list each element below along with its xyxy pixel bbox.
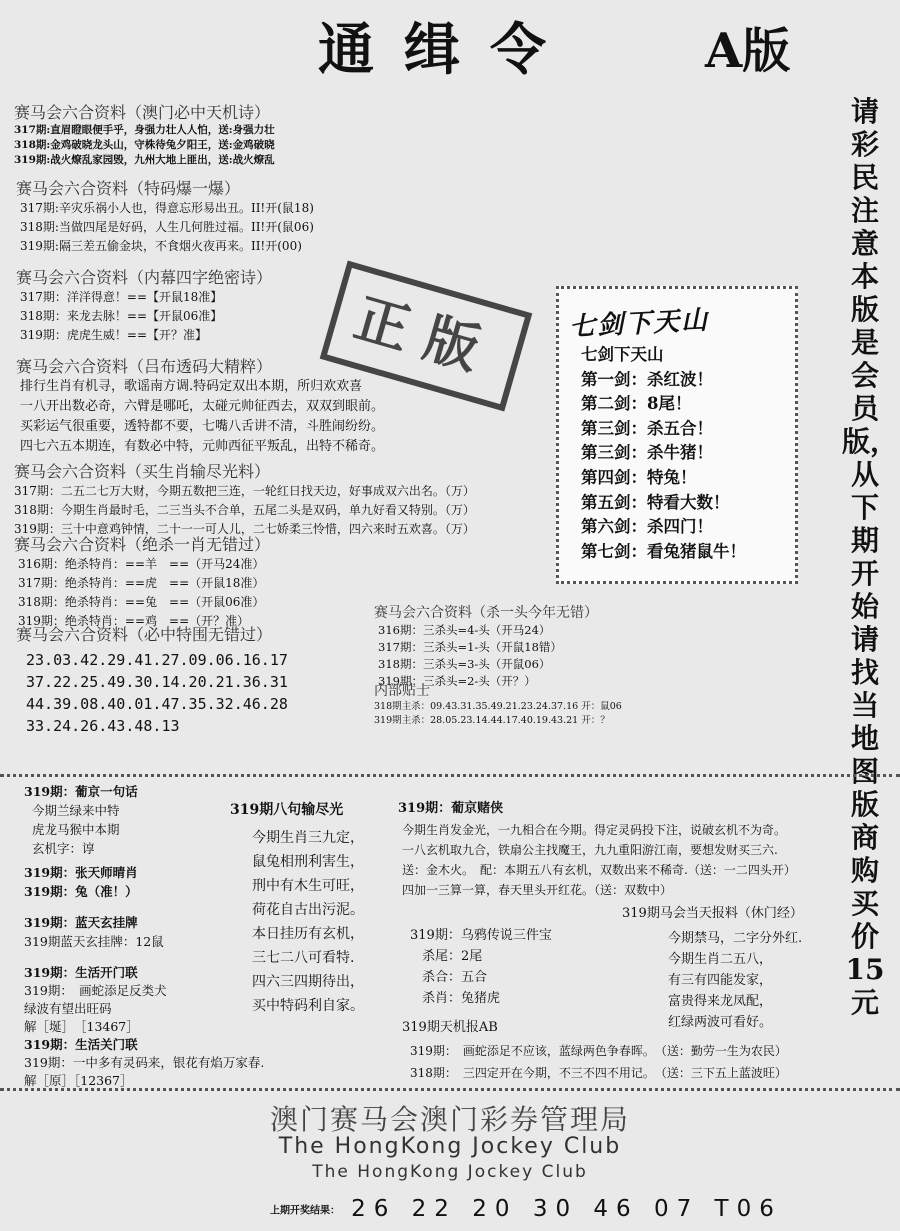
list-item: 一八玄机取九合，铁扇公主找魔王，九九重阳游江南，要想发财买三六.	[402, 843, 778, 857]
list-item: 319期蓝天玄挂牌：12鼠	[24, 934, 164, 949]
list-item: 四加一三算一算，春天里头开红花。（送：双数中）	[402, 883, 673, 897]
page-title: 通缉令	[318, 17, 576, 83]
list-item: 四七六五本期连，有数必中特，元帅西征平叛乱，出特不稀奇。	[20, 439, 385, 454]
number-row: 33.24.26.43.48.13	[26, 717, 180, 735]
list-item: 第四剑：特兔！	[581, 467, 697, 487]
list-item: 三七二八可看特.	[252, 950, 355, 966]
result-value: 26 22 20 30 46 07 T06	[351, 1196, 782, 1222]
list-item: 杀合：五合	[422, 970, 488, 985]
list-item: 今期兰绿来中特	[32, 803, 120, 818]
list-item: 319期：虎虎生威！==【开？准】	[20, 328, 208, 342]
section-title: 319期：张天师晴肖	[24, 865, 138, 880]
section-number-pool	[16, 622, 288, 737]
list-item: 317期：绝杀特肖：==虎 ==（开鼠18准）	[18, 576, 265, 590]
number-row: 37.22.25.49.30.14.20.21.36.31	[26, 673, 288, 691]
list-item: 四六三四期待出，	[252, 974, 364, 990]
section-insider-tips	[374, 680, 622, 728]
last-draw-result	[270, 1196, 782, 1222]
list-item: 解［埏］ ［13467］	[24, 1019, 139, 1034]
list-item: 317期:辛灾乐祸小人也，得意忘形易出丑。II!开(鼠18)	[20, 201, 314, 215]
list-item: 318期:当做四尾是好码，人生几何胜过福。II!开(鼠06)	[20, 220, 314, 234]
section-title: 319期：乌鸦传说三件宝	[410, 928, 552, 943]
box-header: 七剑下天山	[568, 305, 710, 343]
list-item: 第一剑：杀红波！	[581, 369, 713, 389]
list-item: 解［原］［12367］	[24, 1073, 133, 1088]
list-item: 绿波有望出旺码	[24, 1001, 112, 1016]
list-item: 317期:直眉瞪眼便手乎，身强力壮人人怕，送:身强力壮	[14, 124, 275, 136]
section-oracle-ab	[402, 1018, 787, 1084]
section-lubu	[16, 354, 384, 457]
list-item: 富贵得来龙凤配，	[668, 994, 773, 1009]
section-lisboa-sentence	[24, 782, 264, 1090]
list-item: 318期：三杀头=3-头（开鼠06）	[378, 657, 551, 671]
list-item: 319期:战火燎乱家园毁，九州大地上匪出，送:战火燎乱	[14, 154, 275, 166]
list-item: 317期：洋洋得意！==【开鼠18准】	[20, 290, 223, 304]
list-item: 杀肖：兔猪虎	[422, 991, 501, 1006]
list-item: 319期主杀：28.05.23.14.44.17.40.19.43.21 开：？	[374, 715, 610, 726]
list-item: 今期禁马，二字分外红.	[668, 931, 803, 946]
list-item: 第六剑：杀四门！	[581, 517, 713, 537]
list-item: 317期：二五二七万大财，今期五数把三连，一轮红日找天边，好事成双六出名。（万）	[14, 484, 475, 498]
member-notice: 请彩民注意本版是会员版，从下期开始请找当地图版商购买价15元	[842, 95, 899, 1019]
list-item: 第七剑：看兔猪鼠牛！	[581, 541, 746, 561]
section-daily-report	[622, 904, 803, 1033]
list-item: 319期：三十中意鸡钟情，二十一一可人儿，二七娇柔三怜惜，四六来时五欢喜。（万）	[14, 522, 475, 536]
list-item: 318期：今期生肖最时毛，二三当头不合单，五尾二头是双码，单九好看又特别。（万）	[14, 503, 475, 517]
section-title: 赛马会六合资料（澳门必中天机诗）	[14, 103, 271, 122]
list-item: 318期:金鸡破晓龙头山，守株待兔夕阳王，送:金鸡破晓	[14, 139, 275, 151]
list-item: 319期:隔三差五偷金块，不食烟火夜再来。II!开(00)	[20, 239, 302, 253]
organization-name-cn: 澳门赛马会澳门彩券管理局	[269, 1103, 630, 1136]
organization-name-en-secondary: The HongKong Jockey Club	[312, 1162, 588, 1182]
list-item: 买中特码利自家。	[252, 998, 364, 1014]
section-title: 319期：葡京赌侠	[398, 801, 504, 816]
list-item: 有三有四能发家，	[668, 973, 773, 988]
list-item: 虎龙马猴中本期	[32, 822, 120, 837]
section-title: 319期马会当天报料（休门经）	[622, 906, 803, 921]
section-title: 319期：葡京一句话	[24, 784, 138, 799]
section-title: 赛马会六合资料（绝杀一肖无错过）	[14, 535, 271, 554]
section-title: 赛马会六合资料（吕布透码大精粹）	[16, 357, 273, 376]
list-item: 七剑下天山	[581, 345, 664, 364]
seven-swords-box	[556, 286, 798, 584]
organization-name-en: The HongKong Jockey Club	[278, 1134, 622, 1159]
section-kill-zodiac	[14, 532, 270, 631]
section-title: 319期：生活关门联	[24, 1037, 138, 1052]
section-title: 319期：蓝天玄挂牌	[24, 915, 138, 930]
section-crow-legend	[410, 926, 552, 1009]
list-item: 第三剑：杀牛猪！	[581, 443, 713, 463]
page-header	[0, 0, 900, 85]
section-title: 赛马会六合资料（特码爆一爆）	[16, 179, 241, 198]
list-item: 一八开出数必奇，六臂是哪吒，太碰元帅征西去，双双到眼前。	[20, 399, 385, 414]
section-title: 赛马会六合资料（必中特围无错过）	[16, 625, 273, 644]
section-lisboa-gambler	[398, 800, 796, 900]
list-item: 玄机字：谆	[32, 841, 95, 856]
list-item: 荷花自古出污泥。	[252, 902, 364, 918]
section-title: 赛马会六合资料（杀一头今年无错）	[374, 605, 598, 621]
list-item: 刑中有木生可旺，	[252, 878, 364, 894]
list-item: 318期：绝杀特肖：==兔 ==（开鼠06准）	[18, 595, 265, 609]
section-title: 319期天机报AB	[402, 1020, 498, 1035]
list-item: 今期生肖三九定，	[252, 830, 364, 846]
list-item: 319期：兔（准！）	[24, 884, 138, 899]
list-item: 送：金木火。 配：本期五八有玄机，双数出来不稀奇.（送：一二四头开）	[402, 863, 796, 877]
list-item: 316期：三杀头=4-头（开马24）	[378, 623, 551, 637]
list-item: 318期主杀：09.43.31.35.49.21.23.24.37.16 开：鼠06	[374, 701, 622, 712]
section-title: 319期：生活开门联	[24, 965, 138, 980]
list-item: 买彩运气很重要，透特都不要，七嘴八舌讲不清，斗胜闹纷纷。	[20, 419, 385, 434]
section-title: 赛马会六合资料（买生肖输尽光料）	[14, 462, 271, 481]
list-item: 319期：绝杀特肖：==鸡 ==（开？准）	[18, 614, 250, 628]
list-item: 第五剑：特看大数！	[581, 492, 730, 512]
dotted-divider	[0, 774, 900, 777]
section-title: 内部贴士	[374, 683, 430, 699]
list-item: 318期： 三四定开在今期，不三不四不用记。 （送：三下五上蓝波旺）	[410, 1066, 787, 1080]
list-item: 今期生肖发金光，一九相合在今期。得定灵码投下注，说破玄机不为奇。	[402, 823, 787, 837]
result-label: 上期开奖结果：	[270, 1205, 340, 1217]
list-item: 红绿两波可看好。	[668, 1015, 773, 1030]
authentic-stamp: 正版	[320, 261, 533, 412]
list-item: 第二剑：8尾！	[581, 394, 692, 414]
list-item: 杀尾：2尾	[422, 949, 483, 964]
dotted-divider	[0, 1088, 900, 1091]
list-item: 第三剑：杀五合！	[581, 418, 713, 438]
list-item: 排行生肖有机寻，歌谣南方调.特码定双出本期，所归欢欢喜	[20, 379, 363, 394]
list-item: 319期：三杀头=2-头（开？）	[378, 674, 536, 688]
list-item: 本日挂历有玄机，	[252, 926, 364, 942]
section-title: 赛马会六合资料（内幕四字绝密诗）	[16, 268, 273, 287]
list-item: 319期： 画蛇添足反类犬	[24, 983, 167, 998]
section-title: 319期八句输尽光	[230, 802, 344, 818]
section-secret-poem	[16, 265, 272, 345]
section-special-code	[16, 176, 314, 256]
number-row: 44.39.08.40.01.47.35.32.46.28	[26, 695, 288, 713]
section-machine-poem	[14, 100, 275, 168]
list-item: 今期生肖二五八，	[668, 952, 773, 967]
section-eight-sentences	[230, 800, 364, 1018]
number-row: 23.03.42.29.41.27.09.06.16.17	[26, 651, 288, 669]
list-item: 鼠兔相刑利害生，	[252, 854, 364, 870]
list-item: 319期： 画蛇添足不应该，蓝绿两色争春晖。 （送：勤劳一生为农民）	[410, 1044, 787, 1058]
section-kill-head	[374, 602, 598, 690]
list-item: 316期：绝杀特肖：==羊 ==（开马24准）	[18, 557, 265, 571]
list-item: 318期：来龙去脉！==【开鼠06准】	[20, 309, 223, 323]
version-label: A版	[705, 23, 791, 79]
list-item: 319期：一中多有灵码来，银花有焰万家春.	[24, 1055, 265, 1070]
list-item: 317期：三杀头=1-头（开鼠18错）	[378, 640, 562, 654]
section-zodiac-lose	[14, 459, 475, 539]
